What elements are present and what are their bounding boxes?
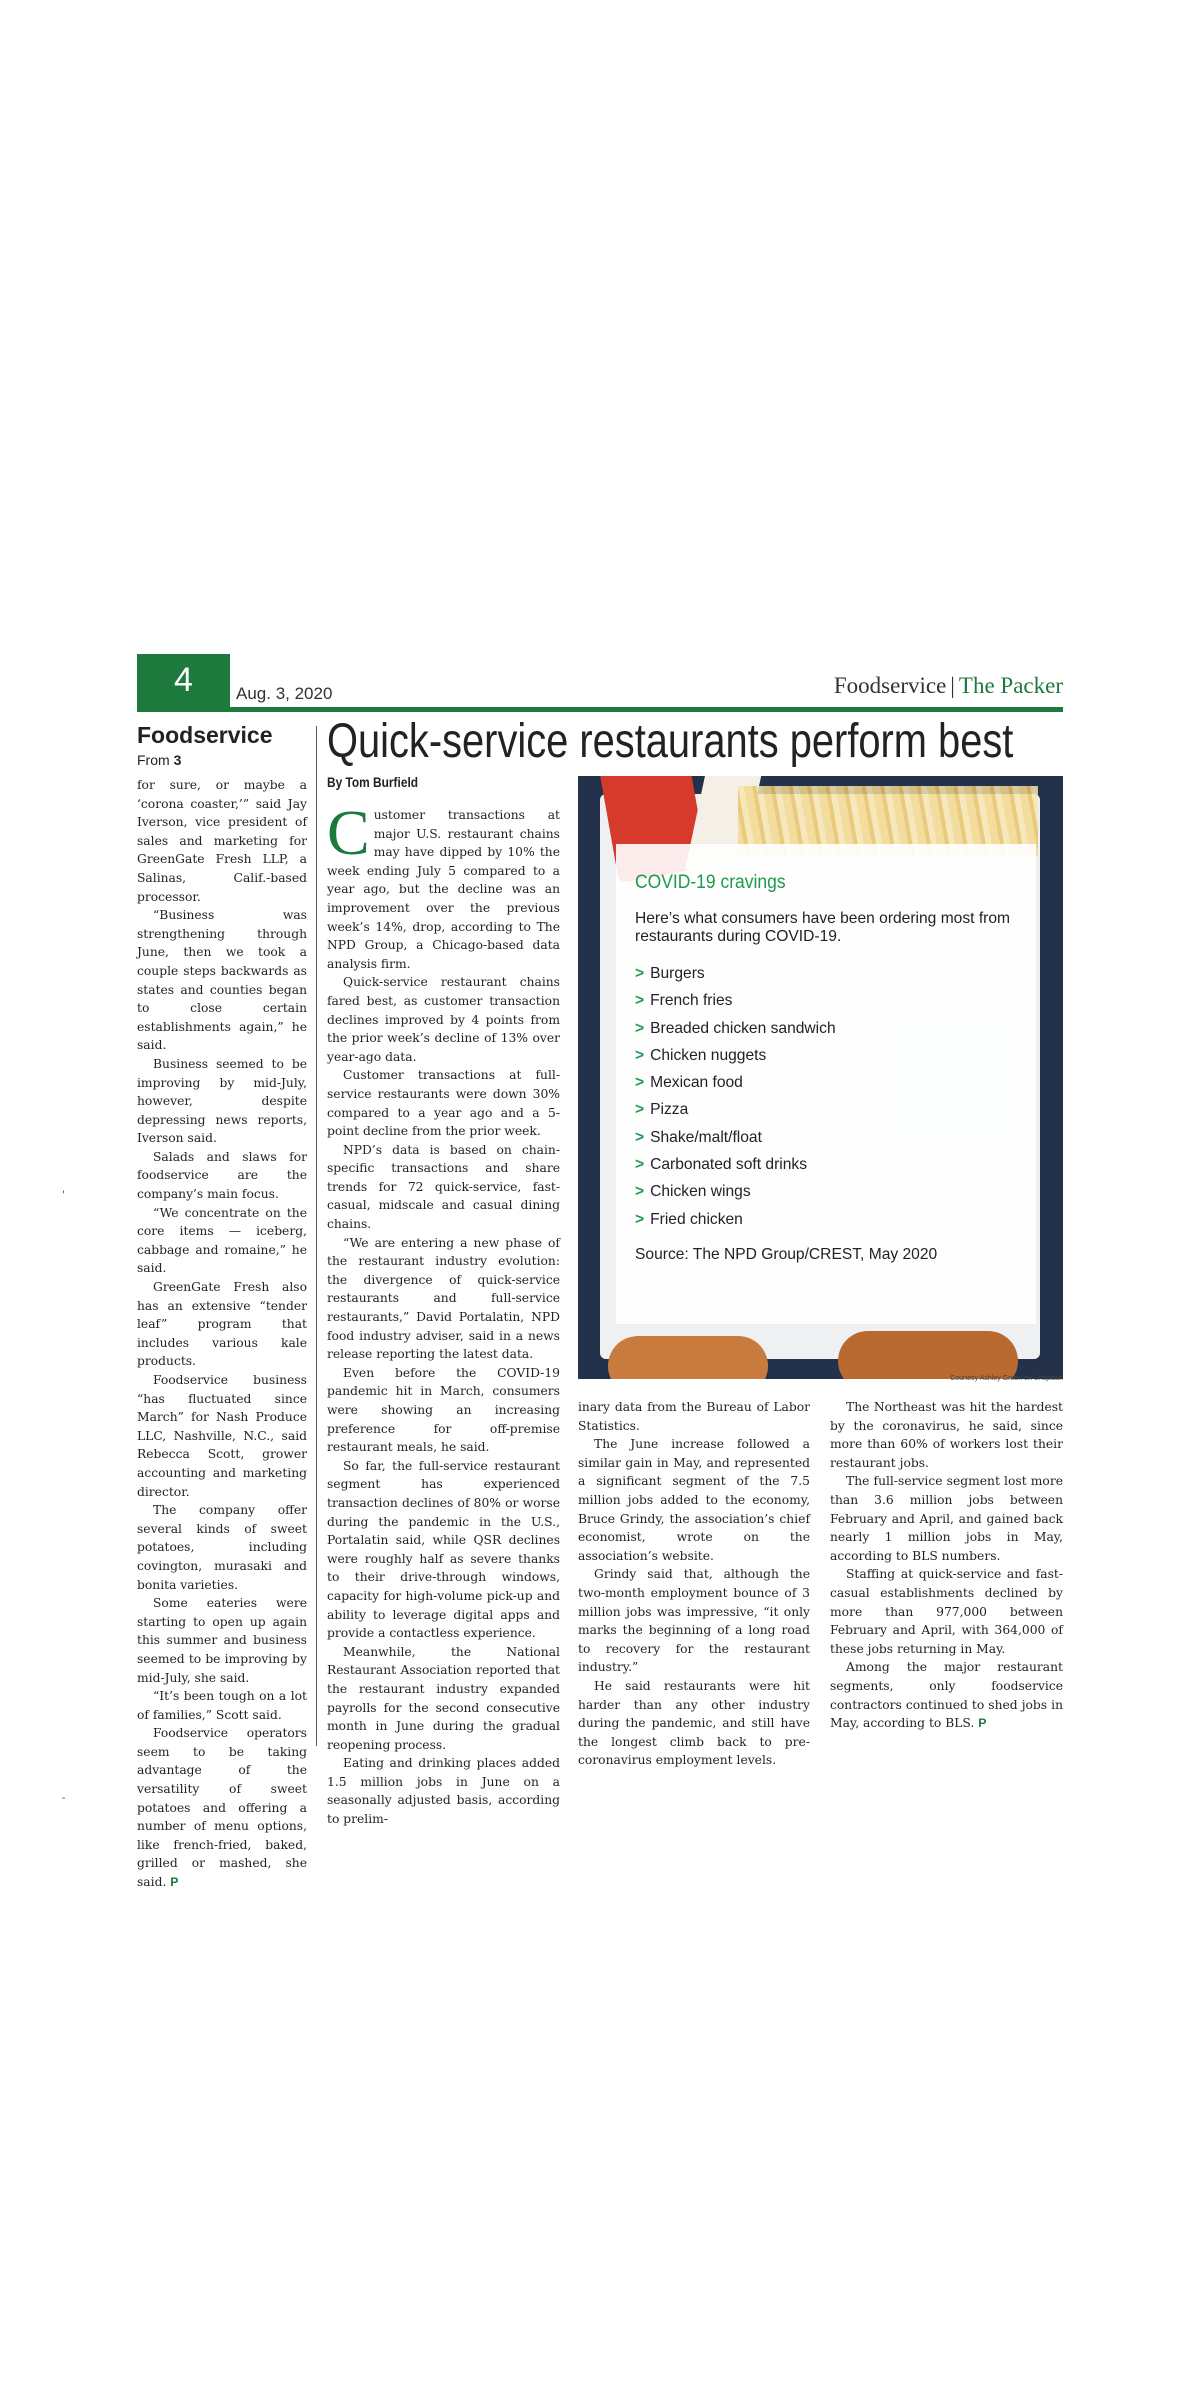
- arrow-icon: >: [635, 1183, 645, 1201]
- sidebar-paragraph: GreenGate Fresh also has an extensive “tender leaf” program that includes various kale products.: [137, 1280, 307, 1369]
- list-item-label: Chicken nuggets: [650, 1046, 767, 1064]
- sidebar-paragraph: [137, 1724, 307, 1891]
- photo-food: [608, 1336, 768, 1379]
- article-paragraph: Customer transactions at full-service restaurants were down 30% compared to a year ago and a 5-point decline from the prior week.: [327, 1068, 560, 1139]
- article-paragraph: Even before the COVID-19 pandemic hit in March, consumers were showing an increasing preference for off-premise restaurant meals, he said.: [327, 1365, 560, 1455]
- list-item-label: Chicken wings: [650, 1183, 751, 1201]
- infobox-intro: Here’s what consumers have been ordering most from restaurants during COVID-19.: [635, 910, 1011, 945]
- article-paragraph: Meanwhile, the National Restaurant Association reported that the restaurant industry expanded payrolls for the second consecutive month in June during the gradual reopening process.: [327, 1644, 560, 1752]
- stray-mark: ': [62, 1190, 65, 1201]
- arrow-icon: >: [635, 1156, 645, 1174]
- article-paragraph: The Northeast was hit the hardest by the coronavirus, he said, since more than 60% of workers lost their restaurant jobs.: [830, 1400, 1063, 1470]
- arrow-icon: >: [635, 1101, 645, 1119]
- sidebar-paragraph: Salads and slaws for foodservice are the company’s main focus.: [137, 1149, 307, 1202]
- arrow-icon: >: [635, 992, 645, 1010]
- infobox-list: [635, 960, 836, 1233]
- infobox-list-item: [635, 1069, 836, 1096]
- section-header: [834, 673, 1063, 699]
- infobox-list-item: [635, 1151, 836, 1178]
- section-label: Foodservice: [833, 673, 947, 698]
- arrow-icon: >: [635, 1210, 645, 1228]
- photo-food: [838, 1331, 1018, 1379]
- issue-date: Aug. 3, 2020: [236, 684, 333, 703]
- infobox-list-item: [635, 1206, 836, 1233]
- sidebar-jump-line: [137, 752, 181, 768]
- sidebar-paragraph: “It’s been tough on a lot of families,” Scott said.: [137, 1689, 307, 1722]
- publication-name: The Packer: [958, 673, 1063, 698]
- article-paragraph: NPD’s data is based on chain-specific transactions and share trends for 72 quick-service, fast-casual, midscale and casual dining chains.: [327, 1142, 560, 1232]
- article-byline: By Tom Burfield: [327, 774, 419, 790]
- list-item-label: Shake/malt/float: [650, 1128, 762, 1146]
- infobox-list-item: [635, 1042, 836, 1069]
- sidebar-title: Foodservice: [137, 722, 273, 748]
- article-column-3: [830, 1398, 1063, 1733]
- article-column-1: [327, 797, 560, 1829]
- article-paragraph: [830, 1658, 1063, 1732]
- arrow-icon: >: [635, 1019, 645, 1037]
- article-paragraph: He said restaurants were hit harder than any other industry during the pandemic, and still have the longest climb back to pre-coronavirus employment levels.: [578, 1678, 810, 1768]
- sidebar-column: [137, 776, 307, 1892]
- list-item-label: Fried chicken: [650, 1210, 743, 1228]
- article-paragraph: The June increase followed a similar gain in May, and represented a significant segment of the 7.5 million jobs added to the economy, Bruce Grindy, the association’s chief economist, wrote on the association’s website.: [578, 1437, 810, 1563]
- article-paragraph: Quick-service restaurant chains fared best, as customer transaction declines improved by 4 points from the prior week’s decline of 13% over year-ago data.: [327, 975, 560, 1064]
- drop-cap: C: [327, 797, 370, 868]
- infobox-list-item: [635, 987, 836, 1014]
- list-item-label: Carbonated soft drinks: [650, 1156, 807, 1174]
- end-mark-icon: P: [978, 1716, 987, 1731]
- list-item-label: Pizza: [650, 1101, 689, 1119]
- sidebar-paragraph: for sure, or maybe a ‘corona coaster,’” said Jay Iverson, vice president of sales and marketing for GreenGate Fresh LLP, a Salinas, Calif.-based processor.: [137, 778, 307, 904]
- arrow-icon: >: [635, 965, 645, 982]
- article-paragraph: inary data from the Bureau of Labor Statistics.: [578, 1400, 810, 1433]
- list-item-label: Mexican food: [650, 1074, 743, 1092]
- article-paragraph: “We are entering a new phase of the restaurant industry evolution: the divergence of quick-service restaurants and full-service restaurants,” David Portalatin, NPD food industry adviser, said in a news release reporting the latest data.: [327, 1235, 560, 1362]
- column-divider: [316, 726, 317, 1746]
- arrow-icon: >: [635, 1046, 645, 1064]
- from-label: From: [137, 752, 170, 768]
- infobox-source: Source: The NPD Group/CREST, May 2020: [635, 1246, 938, 1263]
- sidebar-paragraph: Business seemed to be improving by mid-July, however, despite depressing news reports, Iverson said.: [137, 1056, 307, 1146]
- infobox-title: COVID-19 cravings: [635, 872, 786, 893]
- from-page: 3: [173, 752, 182, 768]
- article-paragraph: Staffing at quick-service and fast-casual establishments declined by more than 977,000 between February and April, with 364,000 of these jobs returning in May.: [830, 1567, 1063, 1656]
- article-paragraph: [327, 797, 560, 973]
- infobox-list-item: [635, 960, 836, 987]
- article-paragraph: Eating and drinking places added 1.5 million jobs in June on a seasonally adjusted basis, according to prelim-: [327, 1756, 560, 1827]
- infobox-list-item: [635, 1178, 836, 1205]
- sidebar-paragraph: “We concentrate on the core items — iceberg, cabbage and romaine,” he said.: [137, 1205, 307, 1276]
- article-paragraph-text: Among the major restaurant segments, only foodservice contractors continued to shed jobs in May, according to BLS.: [830, 1660, 1063, 1731]
- end-mark-icon: P: [170, 1875, 179, 1890]
- infobox-list-item: [635, 1015, 836, 1042]
- arrow-icon: >: [635, 1128, 645, 1146]
- sidebar-paragraph: Foodservice business “has fluctuated since March” for Nash Produce LLC, Nashville, N.C., said Rebecca Scott, grower accounting and marketing director.: [137, 1373, 307, 1499]
- page-number: 4: [137, 654, 230, 707]
- sidebar-paragraph-text: Foodservice operators seem to be taking advantage of the versatility of sweet potatoes and offering a number of menu options, like french-fried, baked, grilled or mashed, she said.: [137, 1726, 307, 1890]
- article-headline: Quick-service restaurants perform best: [327, 715, 1014, 768]
- infobox-photo: [578, 776, 1063, 1379]
- list-item-label: Burgers: [650, 965, 705, 982]
- arrow-icon: >: [635, 1074, 645, 1092]
- stray-mark: -: [62, 1793, 66, 1804]
- infobox-list-item: [635, 1124, 836, 1151]
- header-rule: [137, 707, 1063, 712]
- article-column-2: [578, 1398, 810, 1770]
- article-paragraph: Grindy said that, although the two-month employment bounce of 3 million jobs was impressive, “it only marks the beginning of a long road to recovery for the restaurant industry.”: [578, 1567, 810, 1675]
- sidebar-paragraph: The company offer several kinds of sweet potatoes, including covington, murasaki and bonita varieties.: [137, 1503, 307, 1592]
- article-paragraph: So far, the full-service restaurant segment has experienced transaction declines of 80% or worse during the pandemic in the U.S., Portalatin said, while QSR declines were roughly half as severe thanks to their drive-through windows, capacity for high-volume pick-up and ability to leverage digital apps and provide a contactless experience.: [327, 1458, 560, 1641]
- sidebar-paragraph: Some eateries were starting to open up again this summer and business seemed to be improving by mid-July, she said.: [137, 1596, 307, 1685]
- photo-credit: Courtesy Ashley Green on Unsplash: [950, 1375, 1063, 1382]
- article-lead-text: ustomer transactions at major U.S. restaurant chains may have dipped by 10% the week ending July 5 compared to a year ago, but the decline was an improvement over the previous week’s 14%, drop, according to The NPD Group, a Chicago-based data analysis firm.: [327, 808, 560, 971]
- article-paragraph: The full-service segment lost more than 3.6 million jobs between February and April, and gained back nearly 1 million jobs in May, according to BLS numbers.: [830, 1474, 1063, 1563]
- sidebar-paragraph: “Business was strengthening through June, then we took a couple steps backwards as states and counties began to close certain establishments again,” he said.: [137, 908, 307, 1053]
- list-item-label: French fries: [650, 992, 733, 1010]
- list-item-label: Breaded chicken sandwich: [650, 1019, 836, 1037]
- infobox-list-item: [635, 1096, 836, 1123]
- section-separator: |: [950, 673, 955, 698]
